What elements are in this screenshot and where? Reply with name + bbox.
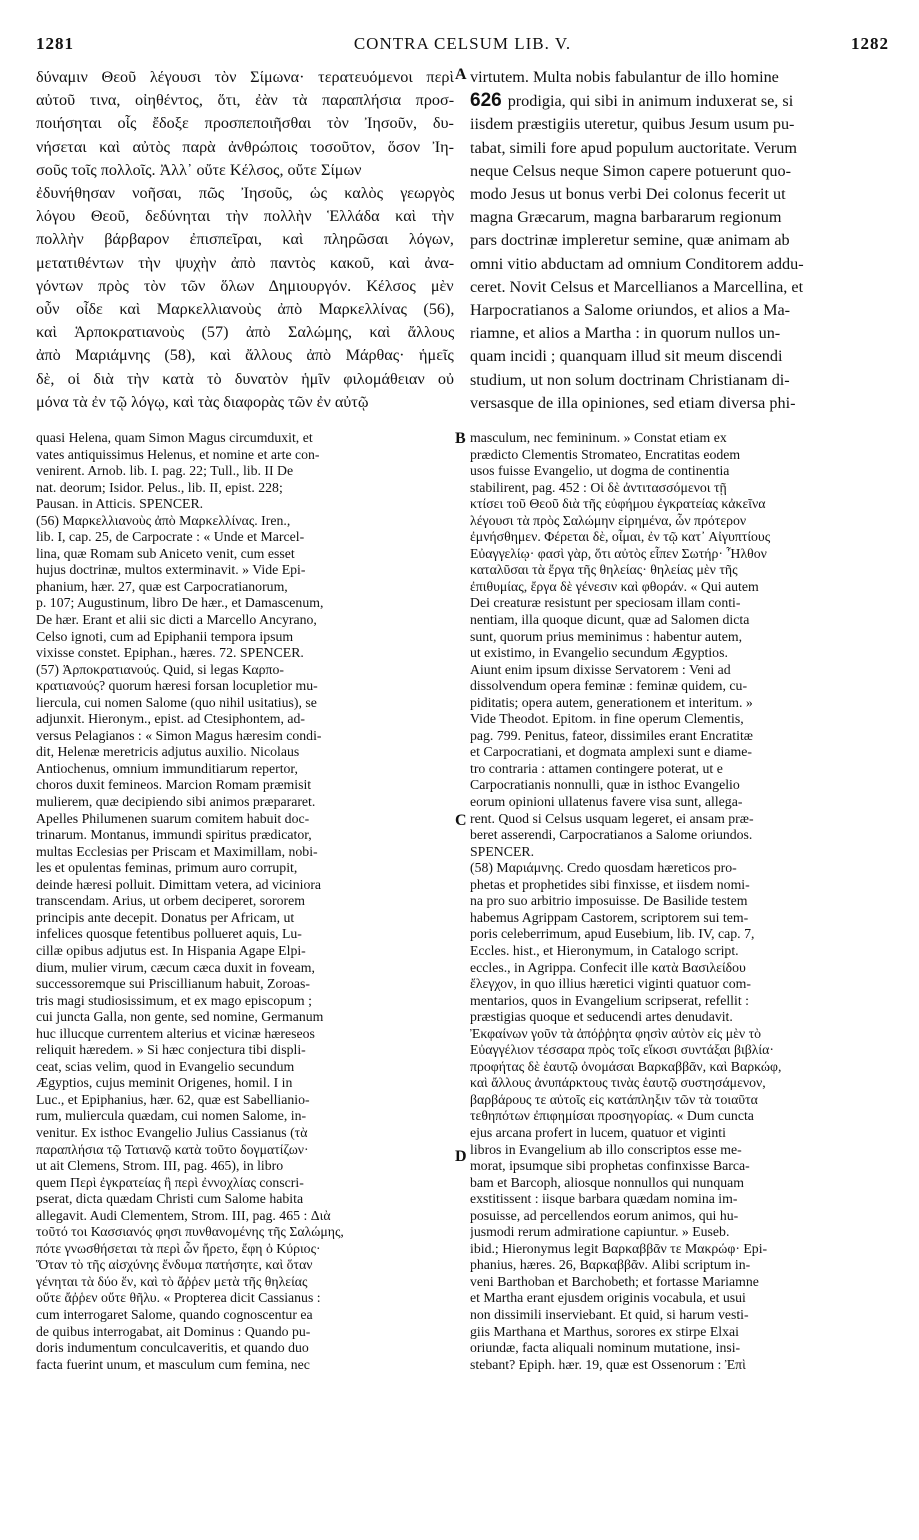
footnote-line: Εὐαγγελίῳ· φασὶ γὰρ, ὅτι αὐτὸς εἶπεν Σωτήρ· Ἦλθον [470, 545, 767, 561]
greek-text-line: μόνα τὰ ἐν τῷ λόγῳ, καὶ τὰς διαφορὰς τῶν ἐν αὐτῷ [36, 392, 369, 411]
section-marker-d: D [455, 1148, 467, 1165]
greek-text-line: νήσεται καὶ αὐτὸς παρὰ ἀνθρώποις τοσοῦτον, ὅσον Ἰη- [36, 137, 454, 156]
column-number-inline: 626 [470, 90, 502, 112]
footnote-line: sunt, quorum prius meminimus : habentur autem, [470, 628, 743, 644]
greek-text-line: γόντων πρὸς τὸν τῶν ὅλων Δημιουργόν. Κέλσος μὲν [36, 276, 454, 295]
footnote-line: huc illucque currentem alterius et vicinæ hæreseos [36, 1025, 315, 1041]
latin-text-line: Harpocratianos a Salome oriundos, et alios a Ma- [470, 301, 791, 320]
footnote-line: ibid.; Hieronymus legit Βαρκαββᾶν τε Μακρώφ· Epi- [470, 1240, 768, 1256]
footnote-line: Εὐαγγέλιον τέσσαρα πρὸς τοῖς εἴκοσι συντάξαι βιβλία· [470, 1042, 774, 1058]
footnote-line: Vide Theodot. Epitom. in fine operum Clementis, [470, 711, 744, 727]
latin-text-fragment: prodigia, qui sibi in animum induxerat se, si [507, 92, 794, 111]
footnote-line: venitur. Ex isthoc Evangelio Julius Cassianus (τὰ [36, 1124, 308, 1140]
footnote-line: principis ante decepit. Donatus per Africam, ut [36, 909, 295, 925]
footnote-line: usos fuisse Evangelio, ut dogma de continentia [470, 463, 730, 479]
footnote-line: (57) Ἁρποκρατιανούς. Quid, si legas Καρπο- [36, 661, 284, 677]
footnote-line: βαρβάρους τε αὐτοῖς εἰς κατάπληξιν τῶν τὰ τοιαῦτα [470, 1091, 758, 1107]
section-marker-b: B [455, 430, 466, 447]
footnote-line: multas Ecclesias per Priscam et Maximillam, nobi- [36, 843, 318, 859]
footnote-line: ceat, scias velim, quod in Evangelio secundum [36, 1058, 295, 1074]
footnote-line: et Carpocratiani, et dogmata amplexi sunt e diame- [470, 744, 752, 760]
footnote-line: Ὅταν τὸ τῆς αἰσχύνης ἔνδυμα πατήσητε, καὶ ὅταν [36, 1257, 313, 1273]
footnote-line: p. 107; Augustinum, libro De hær., et Damascenum, [36, 595, 324, 611]
greek-text-column [36, 66, 454, 418]
footnote-line: liercula, cui nomen Salome (quo nihil usitatius), se [36, 694, 317, 710]
footnote-line: jusmodi rerum admiratione capiuntur. » Euseb. [470, 1224, 730, 1240]
footnote-line: Celso ignoti, cum ad Epiphanii tempora ipsum [36, 628, 294, 644]
latin-text-line: ceret. Novit Celsus et Marcellianos a Marcellina, et [470, 277, 804, 296]
greek-text-line: αὐτοῦ τινα, οἰηθέντος, ὅτι, ἐὰν τὰ παραπλήσια προσ- [36, 91, 454, 110]
footnote-line: posuisse, ad percellendos eorum animos, qui hu- [470, 1207, 739, 1223]
footnote-line: vates antiquissimus Helenus, et nomine et arte con- [36, 446, 320, 462]
footnote-line: Apelles Philumenen suarum comitem habuit doc- [36, 810, 310, 826]
page-header [36, 34, 889, 60]
footnote-line: τεθηπότων ἐπιφημίσαι προσηγορίας. « Dum cuncta [470, 1108, 754, 1124]
footnote-line: γένηται τὰ δύο ἕν, καὶ τὸ ἄῤῥεν μετὰ τῆς θηλείας [36, 1273, 308, 1289]
footnote-line: quem Περὶ ἐγκρατείας ἢ περὶ ἐννοχλίας conscri- [36, 1174, 304, 1190]
footnote-line: non dissimili inserviebant. Et quid, si harum vesti- [470, 1306, 749, 1322]
footnote-line: Eccles. hist., et Hieronymum, in Catalogo script. [470, 942, 739, 958]
footnote-line: eorum opinioni ullatenus favere visa sunt, allega- [470, 794, 743, 810]
footnote-line: quasi Helena, quam Simon Magus circumduxit, et [36, 430, 313, 445]
footnote-line: SPENCER. [470, 843, 535, 859]
page-number-left: 1281 [36, 34, 74, 53]
footnote-line: stebant? Epiph. hær. 19, quæ est Ossenorum : Ἐπὶ [470, 1356, 746, 1372]
greek-text-line: ποιήσηται οἷς ἔδοξε προσπεποιῆσθαι τὸν Ἰησοῦν, δυ- [36, 114, 454, 133]
footnote-line: oriundæ, facta aliquali nominum mutatione, insi- [470, 1340, 741, 1356]
footnote-line: cum interrogaret Salome, quando cognoscentur ea [36, 1306, 313, 1322]
greek-text-line: ἀπὸ Μαριάμνης (58), καὶ ἄλλους ἀπὸ Μάρθας· ἡμεῖς [36, 346, 454, 365]
latin-text-line: magna Græcarum, magna barbararum regionum [470, 208, 782, 227]
footnote-line: Ἐκφαίνων γοῦν τὰ ἀπόῤῥητα φησὶν αὐτὸν εἰς μὲν τὸ [470, 1025, 762, 1041]
footnote-line: pag. 799. Penitus, fateor, dissimiles erant Encratitæ [470, 727, 753, 743]
footnote-line: cillæ opibus adjutus est. In Hispania Agape Elpi- [36, 942, 306, 958]
greek-text-line: σοῦς τοῖς πολλοῖς. Ἀλλ᾽ οὔτε Κέλσος, οὔτε Σίμων [36, 160, 362, 179]
footnote-line: ἔλεγχον, in quo illius hæretici viginti quatuor com- [470, 976, 751, 992]
footnote-line: dium, mulier virum, cæcum cæca duxit in foveam, [36, 959, 315, 975]
footnote-line: choros duxit femineos. Marcion Romam præmisit [36, 777, 312, 793]
footnote-line: λέγουσι τὰ πρὸς Σαλώμην εἰρημένα, ὧν πρότερον [470, 512, 747, 528]
footnote-line: successoremque sui Priscillianum habuit, Zoroas- [36, 976, 310, 992]
greek-text-line: πολλὴν βάρβαρον ἐπισπεῖραι, καὶ πληρῶσαι λόγων, [36, 230, 454, 249]
footnote-line: vixisse constet. Epiphan., hæres. 72. SPENCER. [36, 645, 304, 661]
footnote-line: ἐμνήσθημεν. Φέρεται δὲ, οἶμαι, ἐν τῷ κατ᾽ Αἰγυπτίους [470, 529, 771, 545]
footnote-line: beret asserendi, Carpocratianos a Salome oriundos. [470, 827, 753, 843]
section-marker-a: A [455, 66, 467, 83]
greek-text-line: μετατιθέντων τὴν ψυχὴν ἀπὸ παντὸς κακοῦ, καὶ ἀνα- [36, 253, 454, 272]
latin-text-line: iisdem præstigiis uteretur, quibus Jesum usum pu- [470, 115, 795, 134]
greek-text-line: δύναμιν Θεοῦ λέγουσι τὸν Σίμωνα· τερατευόμενοι περὶ [36, 68, 454, 86]
footnote-line: stabilirent, pag. 452 : Οἱ δὲ ἀντιτασσόμενοι τῇ [470, 479, 727, 495]
footnote-line: morat, ipsumque sibi prophetas confinxisse Barca- [470, 1158, 750, 1174]
footnote-line: παραπλήσια τῷ Τατιανῷ κατὰ τοῦτο δογματίζων· [36, 1141, 309, 1157]
latin-text-line: modo Jesus ut bonus verbi Dei colonus fecerit ut [470, 185, 786, 204]
footnote-line: κτίσει τοῦ Θεοῦ διὰ τῆς εὐφήμου ἐγκρατείας κἀκεῖνα [470, 496, 766, 512]
footnote-line: na pro suo arbitrio imposuisse. De Basilide testem [470, 893, 748, 909]
footnote-line: nentiam, illa quoque dicunt, quæ ad Salomen dicta [470, 612, 750, 628]
footnote-line: dit, Helenæ meretricis adjutus auxilio. Nicolaus [36, 744, 300, 760]
footnote-line: πότε γνωσθήσεται τὰ περὶ ὧν ἤρετο, ἔφη ὁ Κύριος· [36, 1240, 321, 1256]
greek-text-line: καὶ Ἁρποκρατιανοὺς (57) ἀπὸ Σαλώμης, καὶ ἄλλους [36, 323, 454, 342]
footnote-line: lina, quæ Romam sub Aniceto venit, cum esset [36, 545, 295, 561]
latin-text-line: quam incidi ; quanquam illud sit meum discendi [470, 347, 783, 366]
footnote-line: (58) Μαριάμνης. Credo quosdam hæreticos pro- [470, 860, 737, 876]
footnotes-right-column [470, 430, 890, 1532]
footnote-line: mulierem, quæ decipiendo sibi animos præpararet. [36, 794, 316, 810]
footnote-line: venirent. Arnob. lib. I. pag. 22; Tull., lib. II De [36, 463, 294, 479]
footnote-line: deinde hæresi polluit. Dimittam vetera, ad viciniora [36, 876, 322, 892]
footnote-line: de quibus interrogabat, ait Dominus : Quando pu- [36, 1323, 311, 1339]
footnote-line: præstigias quoque et seducendi artes denudavit. [470, 1009, 733, 1025]
footnote-line: reliquit hæredem. » Si hæc conjectura tibi displi- [36, 1042, 306, 1058]
footnote-line: οὔτε ἄῤῥεν οὔτε θῆλυ. « Propterea dicit Cassianus : [36, 1290, 321, 1306]
footnote-line: rent. Quod si Celsus usquam legeret, ei ansam præ- [470, 810, 754, 826]
footnote-line: masculum, nec femininum. » Constat etiam ex [470, 430, 727, 445]
footnote-line: κρατιανούς? quorum hæresi forsan locupletior mu- [36, 678, 318, 694]
footnote-line: lib. I, cap. 25, de Carpocrate : « Unde et Marcel- [36, 529, 305, 545]
footnote-line: piditatis; opera autem, generationem et interitum. » [470, 694, 753, 710]
footnote-line: καταλῦσαι τὰ ἔργα τῆς θηλείας· θηλείας μὲν τῆς [470, 562, 738, 578]
footnote-line: Antiochenus, omnium immunditiarum repertor, [36, 760, 298, 776]
running-title: CONTRA CELSUM LIB. V. [353, 34, 572, 53]
footnote-line: veni Barthoban et Barchobeth; et fortasse Mariamne [470, 1273, 759, 1289]
footnote-line: Carpocratianis nonnulli, quæ in isthoc Evangelio [470, 777, 740, 793]
latin-text-line: virtutem. Multa nobis fabulantur de illo homine [470, 68, 779, 86]
footnote-line: habemus Agrippam Castorem, scriptorem sui tem- [470, 909, 749, 925]
greek-text-line: ἐδυνήθησαν νοῆσαι, πῶς Ἰησοῦς, ὡς καλὸς γεωργὸς [36, 184, 454, 203]
footnotes-left-column [36, 430, 454, 1532]
latin-text-line: versasque de illa opiniones, sed etiam diversa phi- [470, 393, 796, 412]
greek-text-line: λόγου Θεοῦ, δεδύνηται τὴν πολλὴν Ἑλλάδα καὶ τὴν [36, 207, 454, 226]
footnote-line: phetas et prophetides sibi finxisse, et iisdem nomi- [470, 876, 750, 892]
footnote-line: dissolvendum opera feminæ : feminæ quidem, cu- [470, 678, 748, 694]
footnote-line: les et opulentas feminas, primum auro corrupit, [36, 860, 298, 876]
latin-text-line: studium, ut non solum doctrinam Christianam di- [470, 370, 790, 389]
footnote-line: transcendam. Arius, ut orbem deciperet, sororem [36, 893, 305, 909]
footnote-line: Luc., et Epiphanius, hær. 62, quæ est Sabellianio- [36, 1091, 310, 1107]
footnote-line: doris indumentum conculcaveritis, et quando duo [36, 1340, 309, 1356]
latin-text-line: pars doctrinæ impleretur semine, quæ animam ab [470, 231, 790, 250]
greek-text-line: δὲ, οἱ διὰ τὴν κατὰ τὸ δυνατὸν ἡμῖν φιλομάθειαν οὐ [36, 369, 454, 388]
footnote-line: τοῦτό τοι Κασσιανός φησι πυνθανομένης τῆς Σαλώμης, [36, 1224, 344, 1240]
latin-text-line: neque Celsus neque Simon capere potuerunt quo- [470, 161, 791, 180]
footnote-line: facta fuerint unum, et masculum cum femina, nec [36, 1356, 310, 1372]
footnote-line: trinarum. Montanus, immundi spiritus prædicator, [36, 827, 312, 843]
footnote-line: De hær. Erant et alii sic dicti a Marcello Ancyrano, [36, 612, 317, 628]
footnote-line: tris magi studiosissimum, et ex mago episcopum ; [36, 992, 312, 1008]
footnote-line: Pausan. in Atticis. SPENCER. [36, 496, 204, 512]
footnote-line: (56) Μαρκελλιανοὺς ἀπὸ Μαρκελλίνας. Iren., [36, 512, 291, 528]
latin-text-line: tabat, simili fore apud populum auctoritate. Verum [470, 138, 797, 157]
footnote-line: libros in Evangelium ab illo conscriptos esse me- [470, 1141, 742, 1157]
footnote-line: Dei creaturæ resistunt per speciosam illam conti- [470, 595, 741, 611]
page-number-right: 1282 [851, 34, 889, 53]
footnote-line: poris celeberrimum, apud Eusebium, lib. IV, cap. 7, [470, 926, 755, 942]
footnote-line: infelices quosque fetentibus pollueret aquis, Lu- [36, 926, 302, 942]
footnote-line: nat. deorum; Isidor. Pelus., lib. II, epist. 228; [36, 479, 283, 495]
footnote-line: pserat, dicta quædam Christi cum Salome habita [36, 1191, 304, 1207]
footnote-line: tro contraria : attamen contingere poterat, ut e [470, 760, 723, 776]
footnote-line: rum, muliercula quædam, cui nomen Salome, in- [36, 1108, 307, 1124]
footnote-line: mentarios, quos in Evangelium scripserat, refellit : [470, 992, 749, 1008]
footnote-line: ἐπιθυμίας, ἔργα δὲ γένεσιν καὶ φθοράν. « Qui autem [470, 578, 759, 594]
section-marker-c: C [455, 812, 467, 829]
footnote-line: bam et Barcoph, aliosque nonnullos qui nunquam [470, 1174, 744, 1190]
latin-translation-column [470, 66, 890, 418]
footnote-line: giis Marthana et Marthus, sorores ex stirpe Elxai [470, 1323, 739, 1339]
footnote-line: prædicto Clementis Stromateo, Encratitas eodem [470, 446, 741, 462]
greek-text-line: οὖν οἶδε καὶ Μαρκελλιανοὺς ἀπὸ Μαρκελλίνας (56), [36, 300, 454, 319]
footnote-line: phanius, hæres. 26, Βαρκαββᾶν. Alibi scriptum in- [470, 1257, 751, 1273]
footnote-line: allegavit. Audi Clementem, Strom. III, pag. 465 : Διὰ [36, 1207, 331, 1223]
footnote-line: versus Pelagianos : « Simon Magus hæresim condi- [36, 727, 322, 743]
footnote-line: καὶ ἄλλους ἀνυπάρκτους τινὰς ἑαυτῷ συστησάμενον, [470, 1075, 766, 1091]
footnote-line: adjunxit. Hieronym., epist. ad Ctesiphontem, ad- [36, 711, 305, 727]
latin-text-line: riamne, et alios a Martha : in quorum nullos un- [470, 324, 781, 343]
footnote-line: eccles., in Agrippa. Confecit ille κατὰ Βασιλείδου [470, 959, 746, 975]
footnote-line: ut ait Clemens, Strom. III, pag. 465), in libro [36, 1158, 284, 1174]
footnote-line: ut existimo, in Evangelio secundum Ægyptios. [470, 645, 728, 661]
latin-text-line: omni vitio abductam ad omnium Conditorem addu- [470, 254, 804, 273]
footnote-line: προφήτας δὲ ἑαυτῷ ὀνομάσαι Βαρκαββᾶν, καὶ Βαρκώφ, [470, 1058, 782, 1074]
footnote-line: phanium, hær. 27, quæ est Carpocratianorum, [36, 578, 288, 594]
footnote-line: Aiunt enim ipsum dixisse Servatorem : Veni ad [470, 661, 731, 677]
footnote-line: hujus doctrinæ, multos exterminavit. » Vide Epi- [36, 562, 306, 578]
footnote-line: et Martha erant ejusdem originis vocabula, et usui [470, 1290, 746, 1306]
footnote-line: exstitissent : iisque barbara quædam nomina im- [470, 1191, 738, 1207]
footnote-line: ejus arcana profert in lucem, quatuor et viginti [470, 1124, 726, 1140]
footnote-line: Ægyptios, cujus meminit Origenes, homil. I in [36, 1075, 293, 1091]
latin-text-line [470, 89, 890, 113]
footnote-line: cui juncta Galla, non gente, sed nomine, Germanum [36, 1009, 324, 1025]
